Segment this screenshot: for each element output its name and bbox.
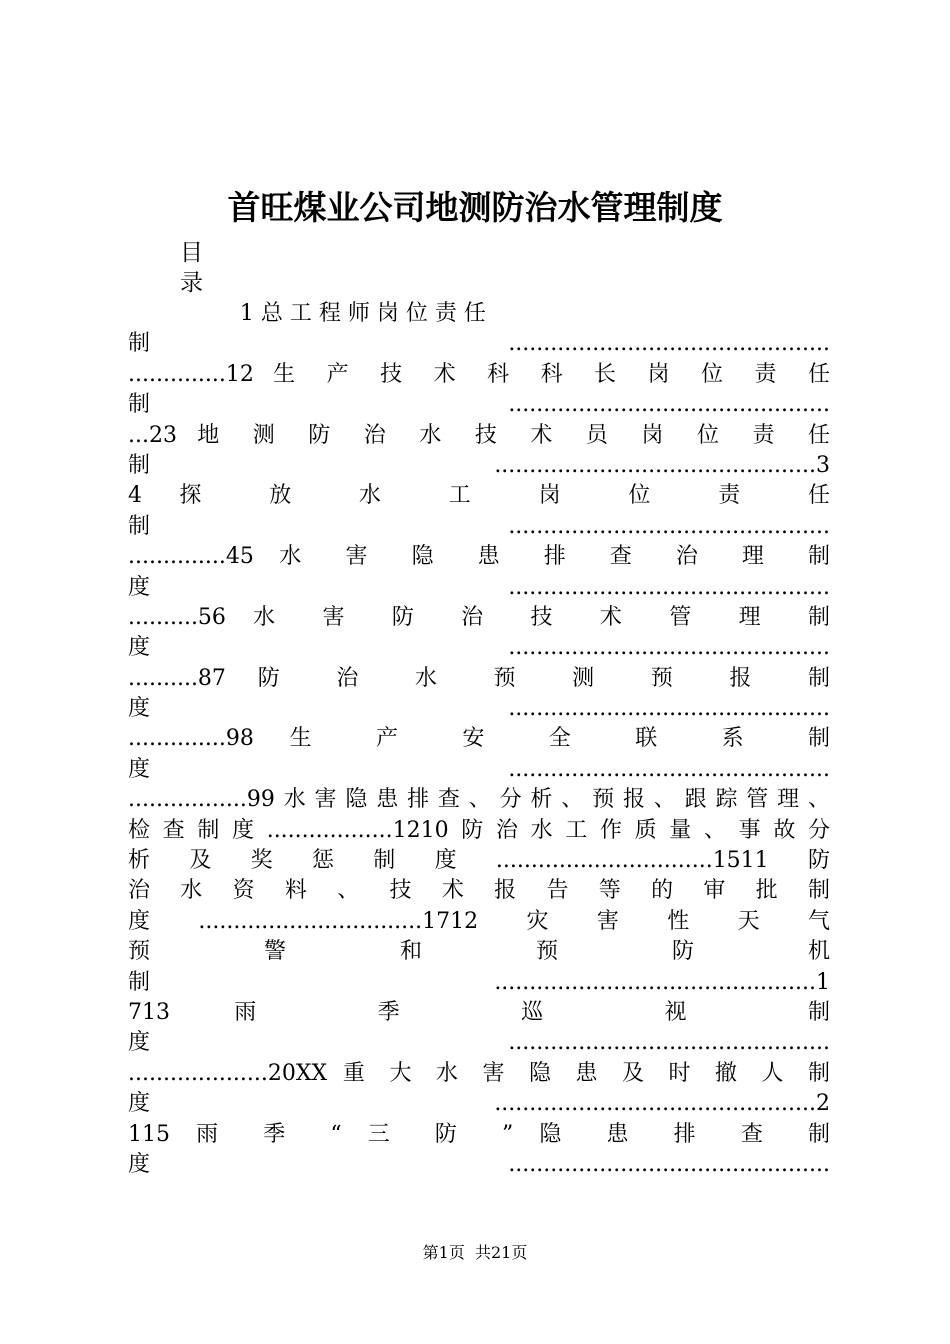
toc-line: 度..............................................: [128, 756, 830, 782]
toc-line: 1 总 工 程 师 岗 位 责 任: [128, 301, 486, 326]
document-title: 首旺煤业公司地测防治水管理制度: [227, 188, 723, 227]
toc-line: 度................................1712灾害性天气: [128, 908, 830, 934]
toc-line: 度..............................................: [128, 635, 830, 661]
toc-line: 制..............................................: [128, 331, 830, 357]
toc-line: .................99水害隐患排查、分析、预报、跟踪管理、: [128, 787, 830, 813]
toc-line: 制..............................................: [128, 513, 830, 539]
toc-line: ....................20XX 重 大 水 害 隐 患 及 时 撤 人 制: [128, 1060, 830, 1086]
toc-heading: [180, 238, 203, 298]
toc-line: 度..............................................: [128, 1030, 830, 1056]
toc-line: 治 水 资 料 、 技 术 报 告 等 的 审 批 制: [128, 878, 830, 904]
toc-line: 度..............................................: [128, 574, 830, 600]
toc-line: 预 警 和 预 防 机: [128, 939, 830, 965]
toc-line: 制..............................................1: [128, 969, 830, 995]
toc-line: 制..............................................: [128, 392, 830, 418]
toc-line: 度..............................................2: [128, 1091, 830, 1117]
toc-line: ..............12 生 产 技 术 科 科 长 岗 位 责 任: [128, 361, 830, 387]
toc-line: 115 雨 季 “ 三 防 ” 隐 患 排 查 制: [128, 1121, 830, 1147]
toc-line: 度..............................................: [128, 696, 830, 722]
toc-line: 713 雨 季 巡 视 制: [128, 999, 830, 1025]
page-footer: 第1页 共21页: [422, 1243, 528, 1262]
toc-line: 制..............................................3: [128, 452, 830, 478]
toc-line: ...23 地 测 防 治 水 技 术 员 岗 位 责 任: [128, 422, 830, 448]
toc-line: 度..............................................: [128, 1151, 830, 1177]
toc-line: ..............98 生 产 安 全 联 系 制: [128, 726, 830, 752]
toc-line: 析及奖惩制度...............................1511防: [128, 848, 830, 874]
toc-line: 检查制度..................1210防治水工作质量、事故分: [128, 817, 830, 843]
toc-heading-char: 目: [180, 240, 203, 266]
toc-line: ..............45 水 害 隐 患 排 查 治 理 制: [128, 544, 830, 570]
toc-list: [128, 299, 830, 1180]
toc-heading-char: 录: [180, 270, 203, 296]
toc-line: ..........87 防 治 水 预 测 预 报 制: [128, 665, 830, 691]
toc-line: 4 探 放 水 工 岗 位 责 任: [128, 483, 830, 509]
toc-line: ..........56 水 害 防 治 技 术 管 理 制: [128, 604, 830, 630]
